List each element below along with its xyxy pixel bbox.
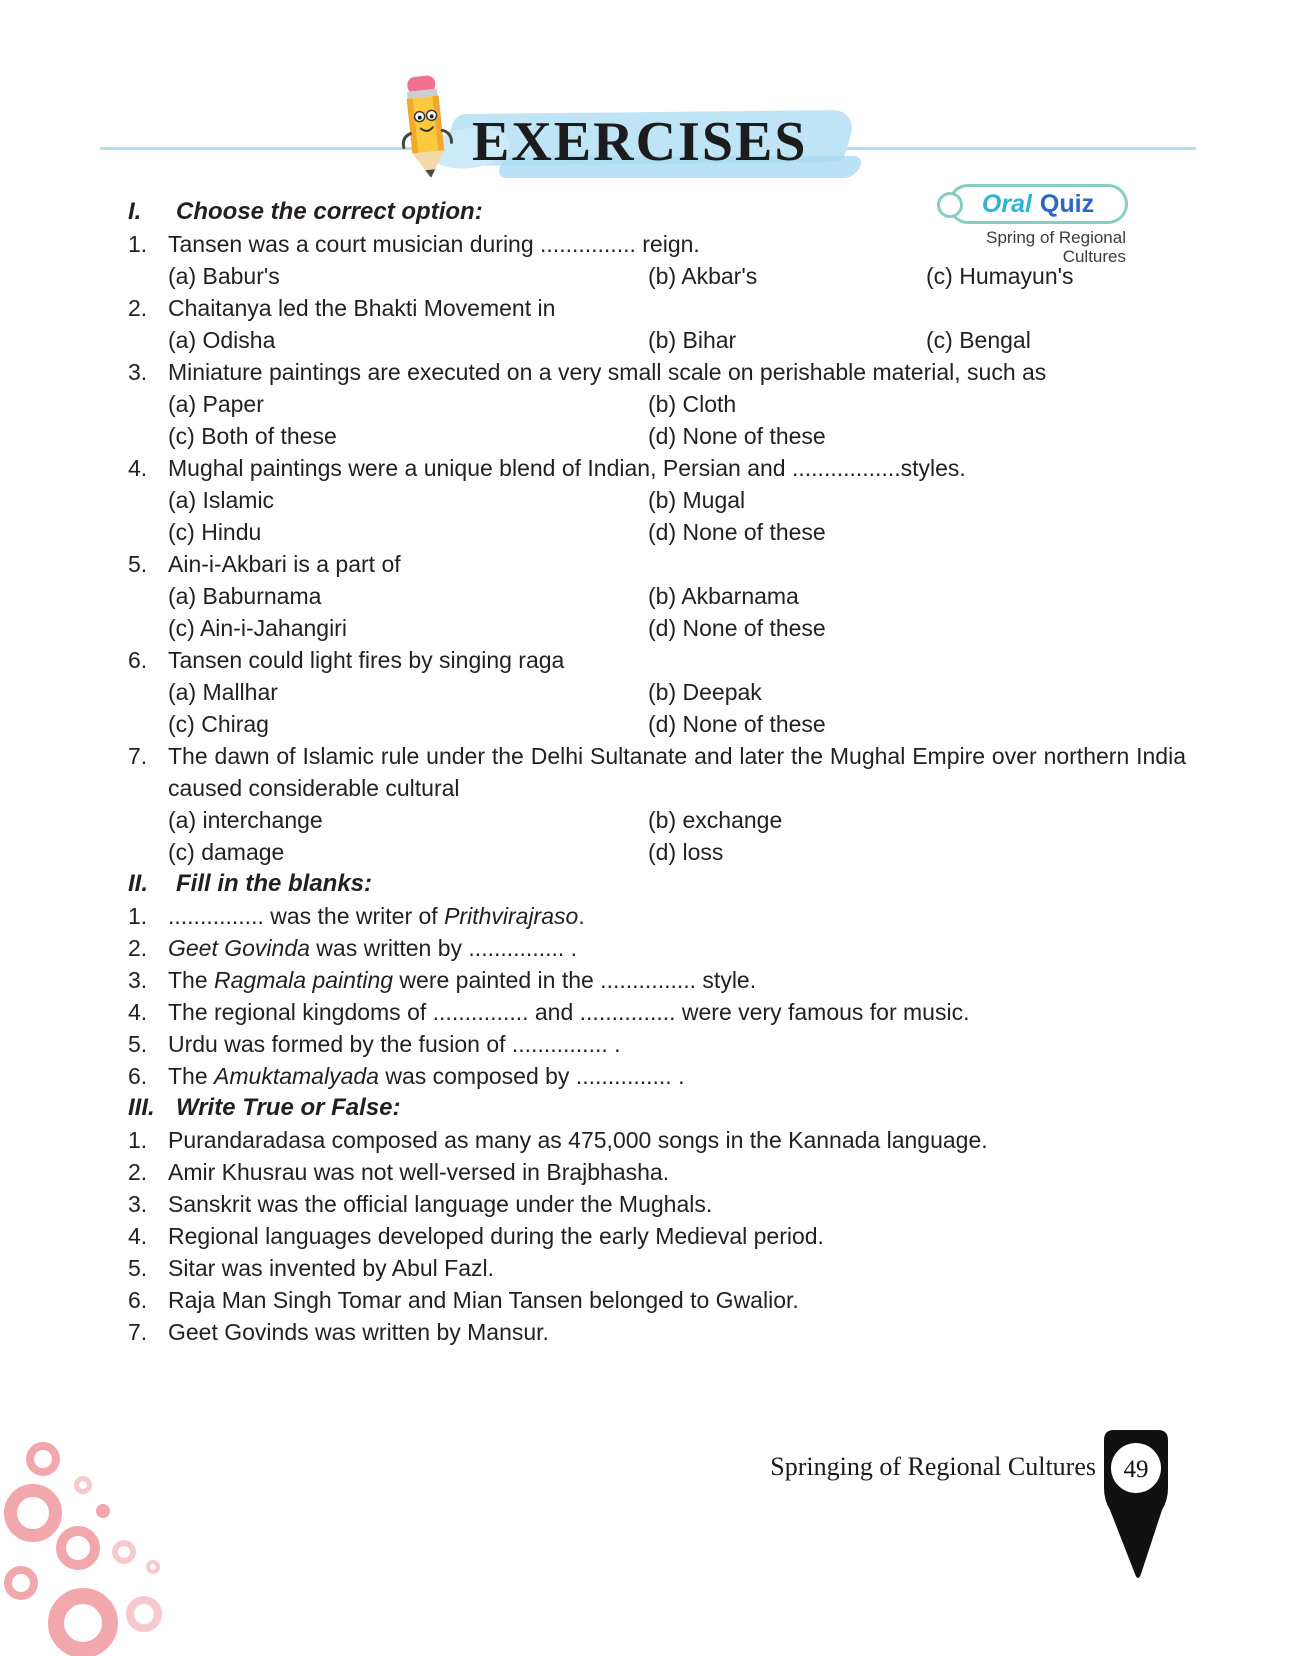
item-number: 3. [128, 1191, 148, 1217]
decorative-circle [112, 1540, 136, 1564]
decorative-circle [96, 1504, 110, 1518]
item-number: 6. [128, 1287, 148, 1313]
item-text: Sanskrit was the official language under the Mughals. [168, 1191, 713, 1217]
item-text: The Ragmala painting were painted in the ............... style. [168, 967, 757, 993]
section-title: Fill in the blanks: [176, 870, 373, 897]
fill-item [128, 932, 1186, 964]
option: (b) Akbarnama [648, 583, 799, 609]
badge-subtitle-line2: Cultures [1062, 247, 1126, 266]
item-text: Urdu was formed by the fusion of ............... . [168, 1031, 621, 1057]
question-number: 5. [128, 551, 148, 577]
mcq-question [128, 356, 1186, 388]
truefalse-item [128, 1156, 1186, 1188]
decorative-circle [146, 1560, 160, 1574]
options-row [168, 708, 1186, 740]
option: (b) Deepak [648, 679, 762, 705]
pencil-mascot-icon [388, 71, 463, 188]
page-title: EXERCISES [472, 111, 808, 173]
truefalse-item [128, 1284, 1186, 1316]
item-text: The regional kingdoms of ............... and ............... were very famous for music. [168, 999, 970, 1025]
page-content [0, 189, 1296, 1348]
item-text: Geet Govinds was written by Mansur. [168, 1319, 549, 1345]
badge-subtitle-line1: Spring of Regional [986, 228, 1126, 247]
options-row [168, 324, 1186, 356]
section-number: III. [128, 1094, 155, 1121]
mcq-question [128, 292, 1186, 324]
option: (d) loss [648, 839, 724, 865]
option: (d) None of these [648, 519, 826, 545]
footer-chapter-title: Springing of Regional Cultures [770, 1452, 1096, 1481]
decorative-circle [4, 1566, 38, 1600]
section-fill-heading [128, 868, 1186, 900]
section-truefalse-heading [128, 1092, 1186, 1124]
option: (a) Odisha [168, 327, 276, 353]
item-number: 5. [128, 1031, 148, 1057]
option: (a) Islamic [168, 487, 275, 513]
option: (b) Cloth [648, 391, 737, 417]
question-text: The dawn of Islamic rule under the Delhi Sultanate and later the Mughal Empire over northern India caused considerable cultural [168, 743, 1186, 801]
item-number: 4. [128, 999, 148, 1025]
question-text: Chaitanya led the Bhakti Movement in [168, 295, 556, 321]
question-number: 6. [128, 647, 148, 673]
truefalse-item [128, 1316, 1186, 1348]
mcq-question [128, 452, 1186, 484]
svg-text:49: 49 [1123, 1456, 1149, 1483]
question-text: Mughal paintings were a unique blend of Indian, Persian and .................styles. [168, 455, 966, 481]
question-text: Ain-i-Akbari is a part of [168, 551, 401, 577]
options-row [168, 580, 1186, 612]
option: (b) Bihar [648, 327, 737, 353]
item-text: Raja Man Singh Tomar and Mian Tansen belonged to Gwalior. [168, 1287, 799, 1313]
decorative-circle [74, 1476, 92, 1494]
item-number: 1. [128, 1127, 148, 1153]
item-text: The Amuktamalyada was composed by ............... . [168, 1063, 685, 1089]
section-title: Write True or False: [176, 1094, 401, 1121]
question-number: 1. [128, 231, 148, 257]
page-header [0, 0, 1296, 192]
option: (c) Hindu [168, 519, 262, 545]
decorative-circle [48, 1588, 118, 1656]
fill-item [128, 1060, 1186, 1092]
item-number: 7. [128, 1319, 148, 1345]
page-number-badge [1104, 1430, 1168, 1585]
option: (d) None of these [648, 423, 826, 449]
option: (c) Bengal [926, 327, 1031, 353]
option: (c) Ain-i-Jahangiri [168, 615, 347, 641]
fill-item [128, 996, 1186, 1028]
mcq-question [128, 228, 1186, 260]
option: (d) None of these [648, 711, 826, 737]
decorative-circle [26, 1442, 60, 1476]
truefalse-item [128, 1252, 1186, 1284]
decorative-circles [0, 1420, 220, 1656]
truefalse-item [128, 1220, 1186, 1252]
option: (a) Paper [168, 391, 264, 417]
question-number: 4. [128, 455, 148, 481]
options-row [168, 804, 1186, 836]
fill-item [128, 900, 1186, 932]
item-number: 6. [128, 1063, 148, 1089]
option: (d) None of these [648, 615, 826, 641]
option: (c) damage [168, 839, 285, 865]
fill-item [128, 964, 1186, 996]
item-text: Amir Khusrau was not well-versed in Brajbhasha. [168, 1159, 670, 1185]
fill-item [128, 1028, 1186, 1060]
option: (b) exchange [648, 807, 783, 833]
question-text: Miniature paintings are executed on a very small scale on perishable material, such as [168, 359, 1047, 385]
option: (a) Mallhar [168, 679, 278, 705]
question-number: 7. [128, 743, 148, 769]
option: (a) Baburnama [168, 583, 322, 609]
item-text: ............... was the writer of Prithvirajraso. [168, 903, 585, 929]
mcq-question [128, 548, 1186, 580]
decorative-circle [126, 1596, 162, 1632]
option: (a) Babur's [168, 263, 280, 289]
mcq-question [128, 644, 1186, 676]
option: (c) Chirag [168, 711, 269, 737]
options-row [168, 388, 1186, 420]
item-number: 2. [128, 935, 148, 961]
item-text: Purandaradasa composed as many as 475,000 songs in the Kannada language. [168, 1127, 988, 1153]
question-number: 3. [128, 359, 148, 385]
item-number: 5. [128, 1255, 148, 1281]
item-number: 4. [128, 1223, 148, 1249]
options-row [168, 612, 1186, 644]
item-text: Sitar was invented by Abul Fazl. [168, 1255, 494, 1281]
section-number: I. [128, 198, 142, 225]
mcq-question [128, 740, 1186, 804]
section-mcq-heading [128, 196, 1186, 228]
decorative-circle [4, 1484, 62, 1542]
item-number: 3. [128, 967, 148, 993]
option: (b) Mugal [648, 487, 746, 513]
truefalse-item [128, 1124, 1186, 1156]
item-number: 1. [128, 903, 148, 929]
truefalse-item [128, 1188, 1186, 1220]
item-number: 2. [128, 1159, 148, 1185]
options-row [168, 420, 1186, 452]
section-number: II. [128, 870, 149, 897]
question-text: Tansen was a court musician during ............... reign. [168, 231, 700, 257]
question-text: Tansen could light fires by singing raga [168, 647, 565, 673]
options-row [168, 836, 1186, 868]
item-text: Geet Govinda was written by ............... . [168, 935, 578, 961]
option: (b) Akbar's [648, 263, 758, 289]
options-row [168, 484, 1186, 516]
option: (c) Both of these [168, 423, 337, 449]
option: (a) interchange [168, 807, 323, 833]
options-row [168, 516, 1186, 548]
question-number: 2. [128, 295, 148, 321]
item-text: Regional languages developed during the early Medieval period. [168, 1223, 824, 1249]
badge-oral-label: Oral [981, 189, 1032, 218]
option: (c) Humayun's [926, 263, 1074, 289]
decorative-circle [56, 1526, 100, 1570]
options-row [168, 676, 1186, 708]
section-title: Choose the correct option: [176, 198, 483, 225]
options-row [168, 260, 1186, 292]
badge-quiz-label: Quiz [1039, 189, 1095, 218]
